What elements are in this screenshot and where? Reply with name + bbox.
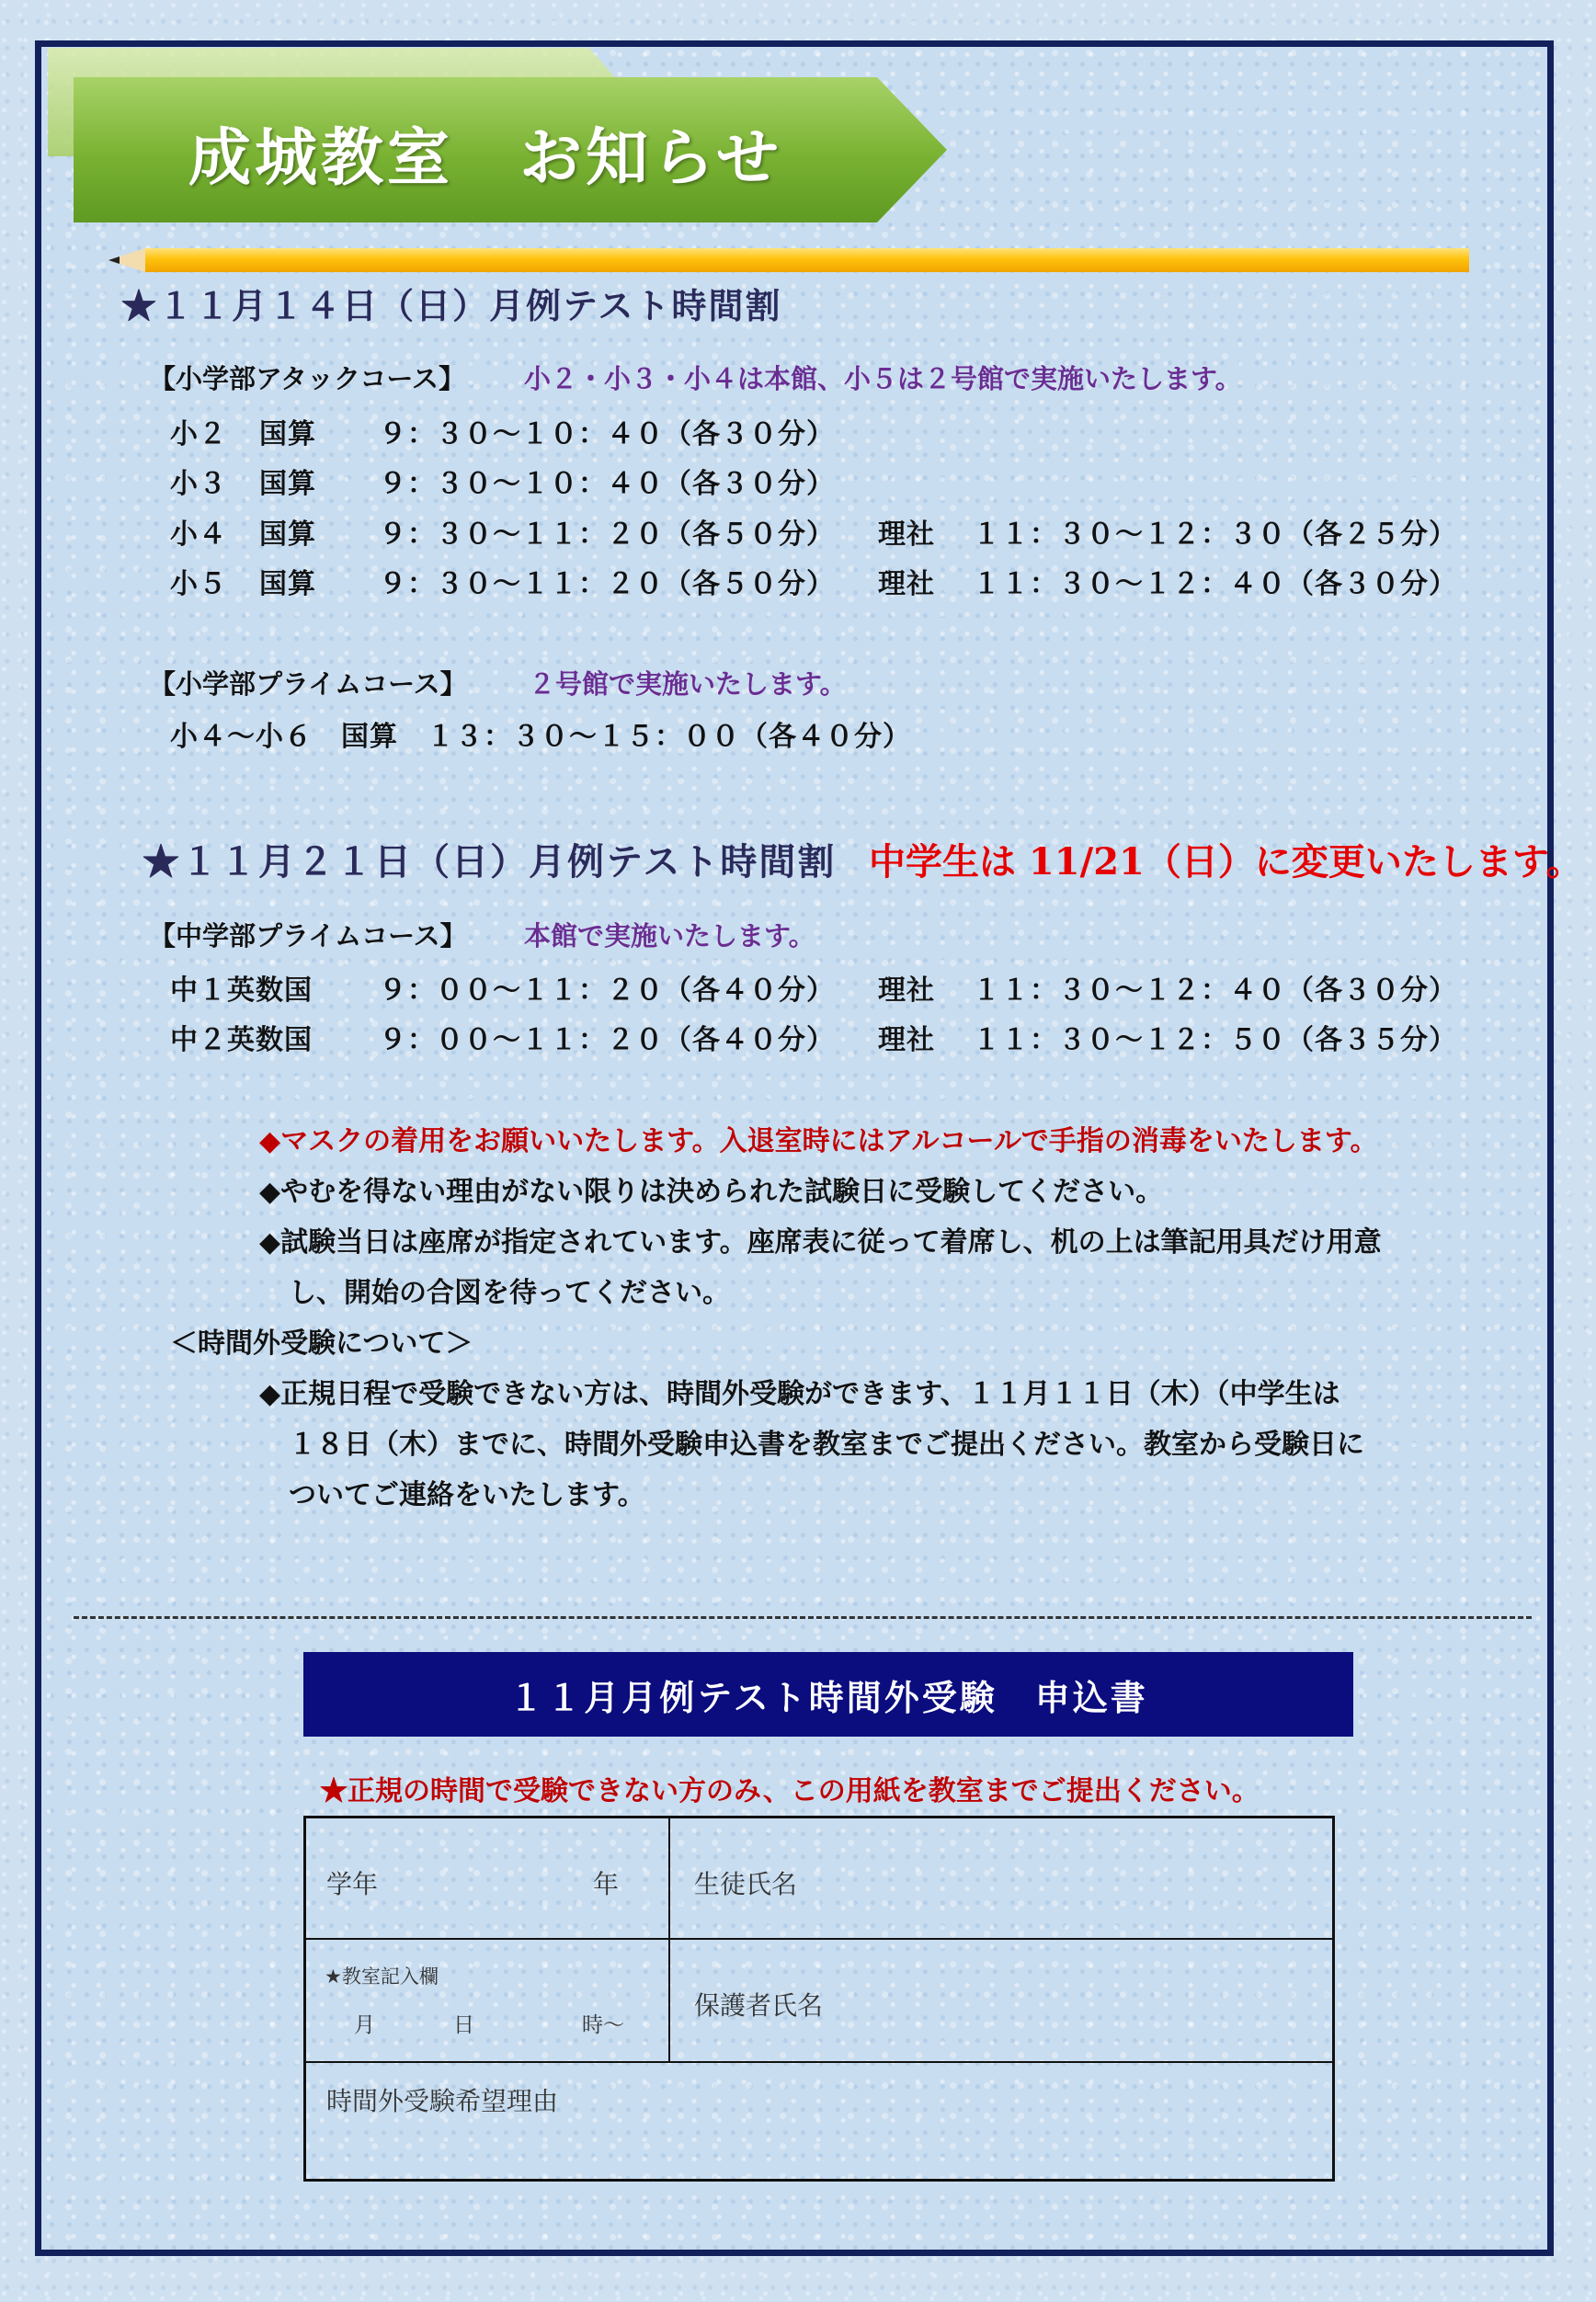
row-grade: 小４ xyxy=(170,519,227,551)
reason-cell[interactable] xyxy=(306,2061,1332,2179)
row-subject: 国算 xyxy=(259,418,316,450)
office-use-cell xyxy=(306,1938,670,2063)
seat-note-line1: ◆試験当日は座席が指定されています。座席表に従って着席し、机の上は筆記用具だけ用意 xyxy=(259,1226,1382,1259)
row-time2: １１：３０〜１２：５０（各３５分） xyxy=(973,1024,1457,1056)
row-time2: １１：３０〜１２：４０（各３０分） xyxy=(973,568,1457,600)
student-name-cell[interactable] xyxy=(668,1818,1332,1940)
guardian-name-cell[interactable] xyxy=(668,1938,1332,2063)
office-use-label: ★教室記入欄 xyxy=(325,1966,439,1988)
row-subject: 国算 xyxy=(259,519,316,551)
pencil-lead xyxy=(108,256,120,264)
pencil-body xyxy=(143,248,1469,272)
row-subject: 国算 xyxy=(259,568,316,600)
pencil-divider xyxy=(108,248,1469,272)
row-subject2: 理社 xyxy=(878,974,935,1007)
seat-note-line2: し、開始の合図を待ってください。 xyxy=(289,1277,730,1309)
time-label: 時〜 xyxy=(582,2013,624,2037)
prime-course-row: 小４〜小６ 国算 １３：３０〜１５：００（各４０分） xyxy=(170,721,911,753)
row-time: ９：３０〜１１：２０（各５０分） xyxy=(379,568,835,600)
row-grade: 小３ xyxy=(170,468,227,500)
makeup-line2: １８日（木）までに、時間外受験申込書を教室までご提出ください。教室から受験日に xyxy=(289,1429,1364,1461)
row-time2: １１：３０〜１２：４０（各３０分） xyxy=(973,974,1457,1007)
row-subject: 国算 xyxy=(259,468,316,500)
day-label: 日 xyxy=(453,2013,474,2037)
form-warning: ★正規の時間で受験できない方のみ、この用紙を教室までご提出ください。 xyxy=(320,1775,1260,1807)
student-name-label: 生徒氏名 xyxy=(694,1869,798,1899)
row-subject2: 理社 xyxy=(878,519,935,551)
row-time: ９：００〜１１：２０（各４０分） xyxy=(379,974,835,1007)
reason-label: 時間外受験希望理由 xyxy=(326,2086,559,2116)
grade-label: 学年 xyxy=(326,1869,379,1899)
prime-course-label: 【小学部プライムコース】 xyxy=(149,668,467,700)
month-label: 月 xyxy=(354,2013,375,2037)
row-subject2: 理社 xyxy=(878,568,935,600)
prime-course-note: ２号館で実施いたします。 xyxy=(529,668,847,700)
section1-heading: ★１１月１４日（日）月例テスト時間割 xyxy=(121,285,782,326)
exam-date-note: ◆やむを得ない理由がない限りは決められた試験日に受験してください。 xyxy=(259,1176,1164,1208)
junior-prime-label: 【中学部プライムコース】 xyxy=(149,920,467,952)
attack-course-label: 【小学部アタックコース】 xyxy=(149,363,465,394)
attack-course-note: 小２・小３・小４は本館、小５は２号館で実施いたします。 xyxy=(524,363,1242,394)
guardian-name-label: 保護者氏名 xyxy=(694,1990,824,2021)
makeup-line1: ◆正規日程で受験できない方は、時間外受験ができます、１１月１１日（木）（中学生は xyxy=(259,1378,1340,1410)
schedule-change-note: 中学生は 11/21（日）に変更いたします。 xyxy=(869,840,1583,883)
junior-prime-note: 本館で実施いたします。 xyxy=(524,920,815,952)
row-grade: 小５ xyxy=(170,568,227,600)
application-form xyxy=(303,1816,1335,2182)
section2-heading: ★１１月２１日（日）月例テスト時間割 xyxy=(142,840,837,883)
cut-line xyxy=(74,1616,1532,1619)
row-time: ９：３０〜１０：４０（各３０分） xyxy=(379,468,835,500)
row-time2: １１：３０〜１２：３０（各２５分） xyxy=(973,519,1457,551)
row-grade: 中１英数国 xyxy=(170,974,313,1007)
row-time: ９：３０〜１１：２０（各５０分） xyxy=(379,519,835,551)
row-time: ９：００〜１１：２０（各４０分） xyxy=(379,1024,835,1056)
form-title: １１月月例テスト時間外受験 申込書 xyxy=(303,1652,1353,1737)
row-grade: 中２英数国 xyxy=(170,1024,313,1056)
mask-note: ◆マスクの着用をお願いいたします。入退室時にはアルコールで手指の消毒をいたします。 xyxy=(259,1125,1378,1157)
makeup-line3: ついてご連絡をいたします。 xyxy=(289,1479,645,1511)
row-time: ９：３０〜１０：４０（各３０分） xyxy=(379,418,835,450)
row-subject2: 理社 xyxy=(878,1024,935,1056)
page-title: 成城教室 お知らせ xyxy=(188,121,782,195)
makeup-heading: ＜時間外受験について＞ xyxy=(170,1328,473,1360)
row-grade: 小２ xyxy=(170,418,227,450)
grade-cell[interactable] xyxy=(306,1818,670,1940)
grade-unit: 年 xyxy=(593,1869,620,1899)
